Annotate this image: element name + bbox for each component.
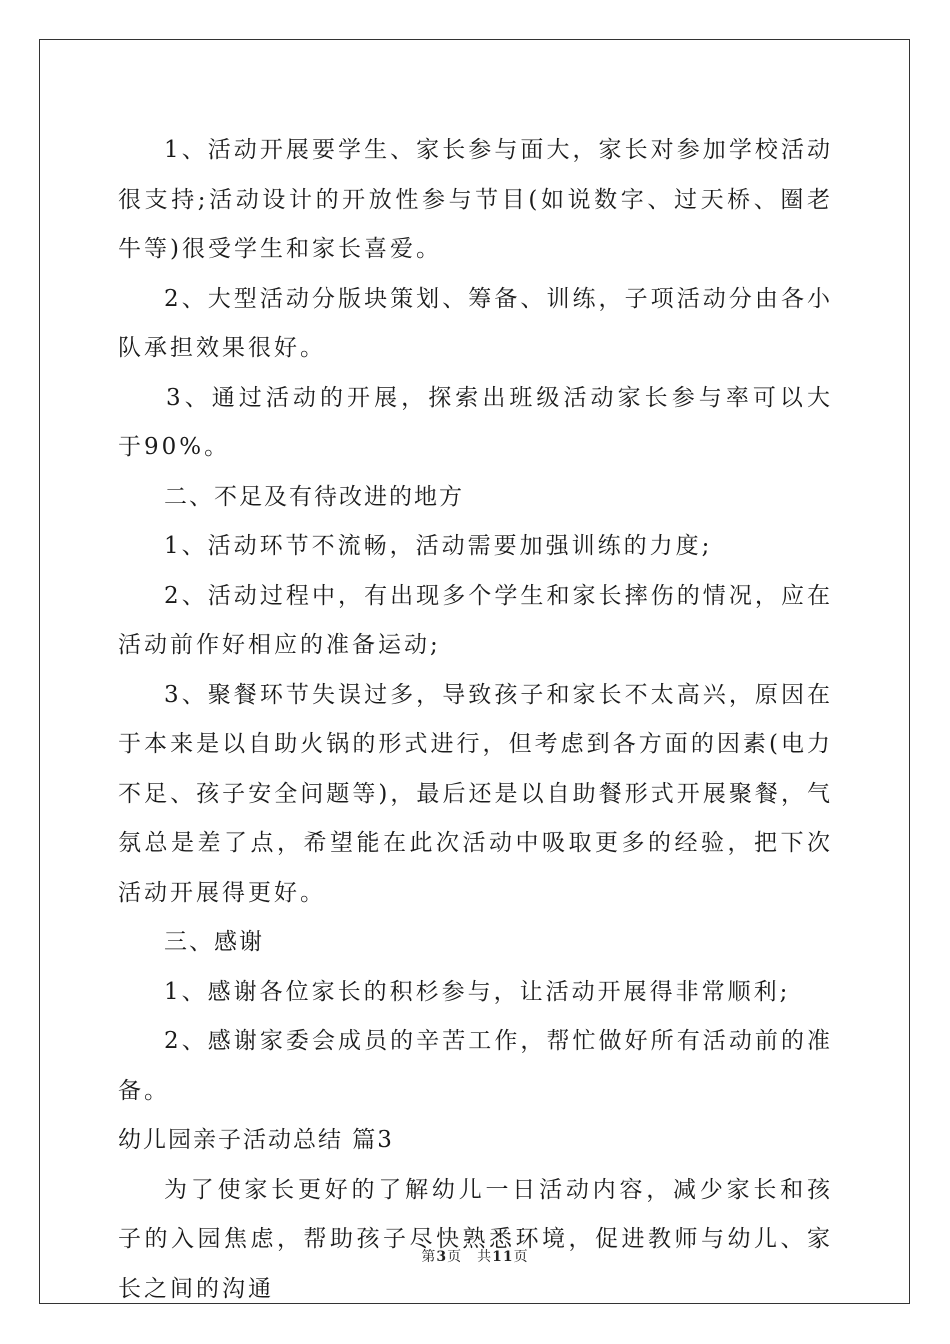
page-footer [0,1246,950,1266]
paragraph-9: 为了使家长更好的了解幼儿一日活动内容，减少家长和孩子的入园焦虑，帮助孩子尽快熟悉环境，促进教师与幼儿、家长之间的沟通 [118,1176,833,1302]
paragraph-1: 1、活动开展要学生、家长参与面大，家长对参加学校活动很支持;活动设计的开放性参与节目(如说数字、过天桥、圈老牛等)很受学生和家长喜爱。 [118,137,833,262]
footer-prefix: 第 [421,1249,437,1265]
footer-page-number: 3 [436,1249,448,1265]
paragraph-2: 2、大型活动分版块策划、筹备、训练，子项活动分由各小队承担效果很好。 [118,285,833,361]
section-heading-2: 二、不足及有待改进的地方 [164,483,464,510]
paragraph-7: 1、感谢各位家长的积杉参与，让活动开展得非常顺利; [164,978,791,1005]
paragraph-5: 2、活动过程中，有出现多个学生和家长摔伤的情况，应在活动前作好相应的准备运动; [118,582,833,658]
article-title: 幼儿园亲子活动总结 篇3 [118,1127,394,1153]
document-body [118,126,833,1314]
paragraph-4: 1、活动环节不流畅，活动需要加强训练的力度; [164,533,713,559]
footer-total-pages: 11 [492,1249,514,1265]
paragraph-3: 3、通过活动的开展，探索出班级活动家长参与率可以大于90%。 [118,384,833,460]
paragraph-8: 2、感谢家委会成员的辛苦工作，帮忙做好所有活动前的准备。 [118,1028,833,1104]
footer-mid: 页 共 [447,1249,493,1265]
footer-suffix: 页 [513,1249,529,1265]
section-heading-3: 三、感谢 [164,929,264,955]
paragraph-6: 3、聚餐环节失误过多，导致孩子和家长不太高兴，原因在于本来是以自助火锅的形式进行，但考虑到各方面的因素(电力不足、孩子安全问题等)，最后还是以自助餐形式开展聚餐，气氛总是差了点，希望能在此次活动中吸取更多的经验，把下次活动开展得更好。 [118,681,833,906]
